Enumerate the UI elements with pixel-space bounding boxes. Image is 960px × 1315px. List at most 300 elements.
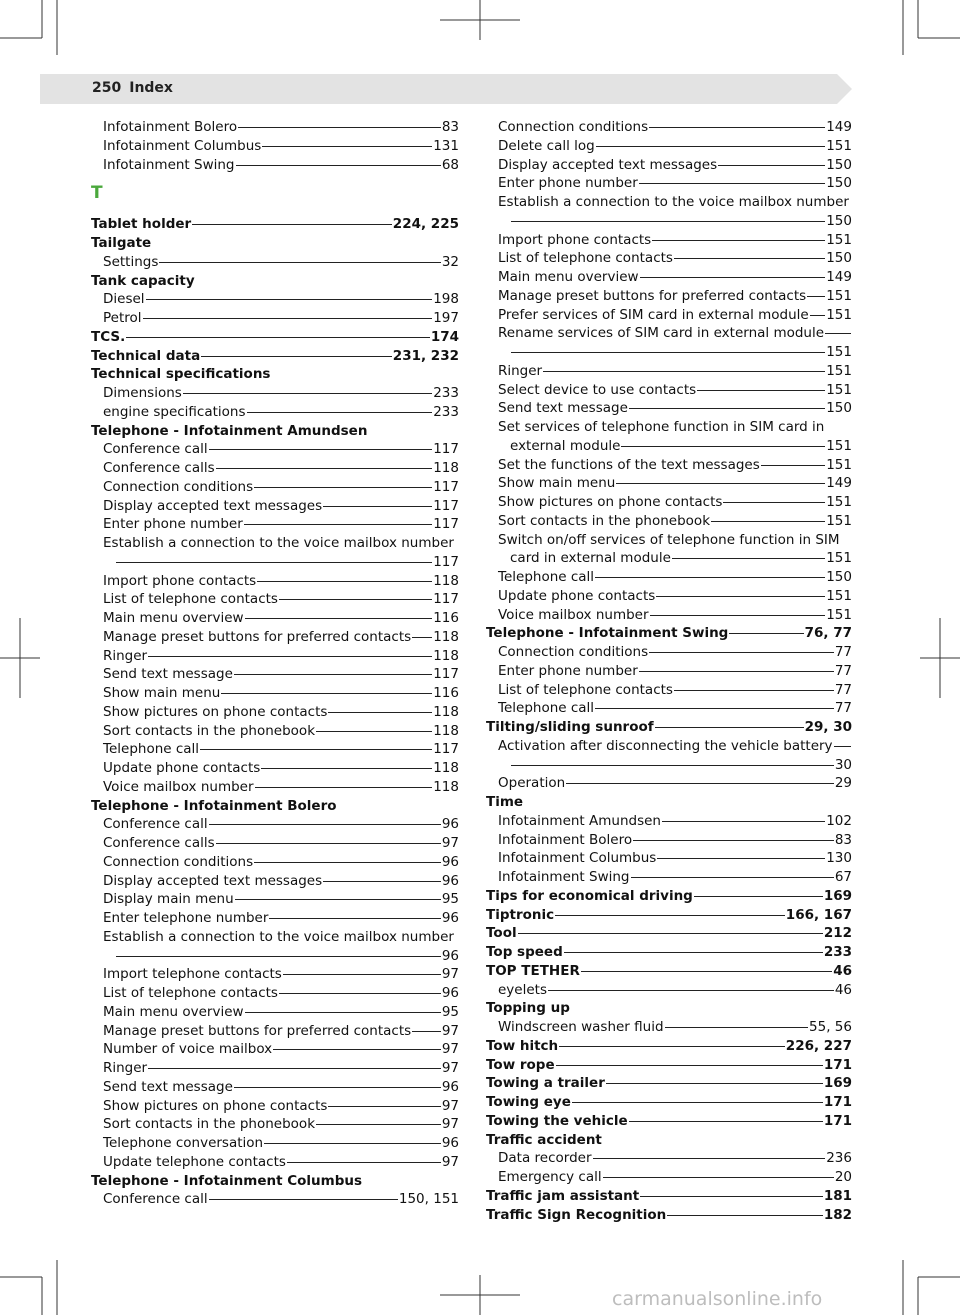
leader-line xyxy=(192,224,392,225)
leader-line xyxy=(631,877,834,878)
index-entry xyxy=(91,647,459,666)
index-entry xyxy=(91,1022,459,1041)
entry-label: Telephone call xyxy=(498,569,595,585)
entry-label: Rename services of SIM card in external module xyxy=(498,325,825,342)
entry-continuation xyxy=(103,553,459,572)
entry-pages: 174 xyxy=(430,328,459,345)
entry-label: Time xyxy=(486,794,524,810)
index-heading xyxy=(486,999,852,1018)
leader-line xyxy=(518,933,823,934)
entry-label: Main menu overview xyxy=(498,269,639,285)
index-entry xyxy=(91,497,459,516)
leader-line xyxy=(657,858,825,859)
index-heading xyxy=(91,797,459,816)
entry-pages: 181 xyxy=(823,1187,852,1204)
entry-label: engine specifications xyxy=(103,403,246,420)
index-heading xyxy=(486,1074,852,1093)
index-heading xyxy=(91,215,459,234)
entry-label: Display accepted text messages xyxy=(498,156,718,173)
entry-label: Infotainment Swing xyxy=(103,156,235,173)
leader-line xyxy=(581,971,832,972)
leader-line xyxy=(283,974,441,975)
entry-pages: 96 xyxy=(441,910,459,926)
leader-line xyxy=(649,652,834,653)
index-entry xyxy=(91,118,459,137)
entry-label: Windscreen washer fluid xyxy=(498,1019,664,1035)
index-entry xyxy=(91,534,459,572)
leader-line xyxy=(511,221,825,222)
leader-line xyxy=(694,896,823,897)
index-entry xyxy=(91,309,459,328)
entry-pages: 117 xyxy=(433,666,459,683)
entry-pages: 151 xyxy=(826,494,852,510)
leader-line xyxy=(247,412,433,413)
index-entry xyxy=(486,981,852,1000)
leader-line xyxy=(245,1012,441,1013)
entry-label-continued: card in external module xyxy=(510,550,671,567)
leader-line xyxy=(595,577,825,578)
entry-pages: 149 xyxy=(826,475,852,492)
entry-label: Tiptronic xyxy=(486,906,555,923)
entry-label: Infotainment Bolero xyxy=(498,831,633,848)
entry-label: Voice mailbox number xyxy=(498,606,649,623)
entry-label: Send text message xyxy=(498,400,628,417)
leader-line xyxy=(639,183,825,184)
leader-line xyxy=(235,899,441,900)
entry-label: Delete call log xyxy=(498,137,595,154)
entry-label: Sort contacts in the phonebook xyxy=(103,722,316,739)
entry-label: Set services of telephone function in SIM card in xyxy=(498,419,825,435)
index-entry xyxy=(486,287,852,306)
entry-label: Infotainment Columbus xyxy=(498,850,657,867)
entry-label: Main menu overview xyxy=(103,1003,244,1020)
entry-pages: 97 xyxy=(441,1041,459,1058)
entry-pages: 198 xyxy=(433,291,459,308)
leader-line xyxy=(511,352,825,353)
entry-pages: 97 xyxy=(441,1097,459,1114)
entry-label: Enter phone number xyxy=(498,175,638,192)
entry-label: Switch on/off services of telephone function in SIM xyxy=(498,531,840,548)
index-heading xyxy=(91,1172,459,1191)
entry-label: Telephone call xyxy=(103,741,200,758)
watermark: carmanualsonline.info xyxy=(612,1288,823,1310)
leader-line xyxy=(221,693,432,694)
index-column-right xyxy=(486,118,852,1224)
index-entry xyxy=(486,681,852,700)
entry-label: Telephone - Infotainment Columbus xyxy=(91,1172,363,1189)
entry-label: Infotainment Columbus xyxy=(103,137,262,154)
entry-pages: 97 xyxy=(441,1060,459,1076)
index-entry xyxy=(486,568,852,587)
entry-label: Activation after disconnecting the vehicle battery xyxy=(498,737,833,754)
entry-pages: 233 xyxy=(433,403,459,420)
entry-pages: 169 xyxy=(823,887,852,904)
entry-label: Conference calls xyxy=(103,835,215,851)
leader-line xyxy=(761,465,825,466)
index-entry xyxy=(91,440,459,459)
entry-label: Establish a connection to the voice mailbox number xyxy=(103,928,454,945)
leader-line xyxy=(143,318,433,319)
entry-pages: 97 xyxy=(441,1116,459,1133)
entry-pages: 76, 77 xyxy=(804,625,852,642)
entry-continuation xyxy=(498,343,852,362)
index-heading xyxy=(91,347,459,366)
index-entry xyxy=(91,740,459,759)
entry-pages: 212 xyxy=(823,925,852,942)
entry-label: Select device to use contacts xyxy=(498,381,697,398)
entry-label: Display accepted text messages xyxy=(103,497,323,514)
entry-label: Show pictures on phone contacts xyxy=(498,494,723,510)
leader-line xyxy=(148,1068,441,1069)
index-heading xyxy=(486,1037,852,1056)
entry-pages: 116 xyxy=(433,685,459,701)
entry-pages: 197 xyxy=(433,310,459,326)
leader-line xyxy=(328,712,432,713)
index-entry xyxy=(486,231,852,250)
entry-pages: 151 xyxy=(826,381,852,398)
index-entry xyxy=(91,1190,459,1209)
index-entry xyxy=(486,249,852,268)
leader-line xyxy=(279,993,441,994)
entry-pages: 96 xyxy=(441,872,459,889)
leader-line xyxy=(640,1196,823,1197)
entry-pages: 95 xyxy=(441,1003,459,1020)
entry-first-line xyxy=(498,193,852,212)
entry-label: Display main menu xyxy=(103,891,234,908)
leader-line xyxy=(159,262,440,263)
right-entries xyxy=(486,118,852,1224)
index-entry xyxy=(486,137,852,156)
entry-pages: 102 xyxy=(826,812,852,829)
entry-label: Diesel xyxy=(103,291,145,308)
entry-pages: 83 xyxy=(834,831,852,848)
index-entry xyxy=(486,774,852,793)
entry-pages: 117 xyxy=(433,591,459,608)
leader-line xyxy=(566,783,834,784)
index-entry xyxy=(91,1078,459,1097)
entry-pages: 151 xyxy=(826,344,852,360)
index-heading xyxy=(486,1112,852,1131)
entry-label: Infotainment Amundsen xyxy=(498,812,661,829)
entry-pages: 131 xyxy=(433,137,459,154)
index-entry xyxy=(91,1097,459,1116)
entry-pages: 77 xyxy=(834,644,852,660)
entry-label: Tilting/sliding sunroof xyxy=(486,719,654,735)
entry-pages: 96 xyxy=(441,1078,459,1095)
entry-pages: 118 xyxy=(433,778,459,795)
leader-line xyxy=(807,296,825,297)
leader-line xyxy=(629,1121,823,1122)
entry-label: Tailgate xyxy=(91,235,152,251)
header-page-number: 250 xyxy=(92,80,122,96)
index-entry xyxy=(486,643,852,662)
index-entry xyxy=(486,699,852,718)
leader-line xyxy=(245,618,433,619)
entry-pages: 77 xyxy=(834,662,852,679)
entry-label-continued: external module xyxy=(510,437,621,454)
index-entry xyxy=(486,831,852,850)
entry-pages: 233 xyxy=(823,944,852,960)
leader-line xyxy=(662,821,825,822)
leader-line xyxy=(146,299,433,300)
entry-pages: 95 xyxy=(441,891,459,908)
entry-pages: 130 xyxy=(826,850,852,867)
index-entry xyxy=(91,478,459,497)
entry-pages: 171 xyxy=(823,1112,852,1129)
index-entry xyxy=(486,531,852,569)
index-entry xyxy=(91,1040,459,1059)
leader-line xyxy=(825,333,851,334)
leader-line xyxy=(633,840,834,841)
entry-pages: 96 xyxy=(441,985,459,1001)
leader-line xyxy=(209,824,441,825)
entry-label: Telephone - Infotainment Amundsen xyxy=(91,422,368,439)
index-heading xyxy=(91,272,459,291)
entry-pages: 97 xyxy=(441,1153,459,1170)
index-entry xyxy=(91,890,459,909)
entry-pages: 224, 225 xyxy=(392,216,459,233)
entry-pages: 151 xyxy=(826,287,852,304)
leader-line xyxy=(667,1215,823,1216)
entry-pages: 166, 167 xyxy=(785,906,852,923)
entry-label: Petrol xyxy=(103,310,142,326)
index-entry xyxy=(91,515,459,534)
entry-label: Enter telephone number xyxy=(103,910,269,926)
entry-pages: 68 xyxy=(441,156,459,173)
index-entry xyxy=(91,1003,459,1022)
entry-label: Infotainment Bolero xyxy=(103,119,238,135)
header-section: Index xyxy=(129,80,173,96)
index-entry xyxy=(91,909,459,928)
entry-label: Towing eye xyxy=(486,1094,571,1110)
entry-label: Top speed xyxy=(486,944,563,960)
entry-label: Update phone contacts xyxy=(103,760,261,776)
leader-line xyxy=(674,690,834,691)
leader-line xyxy=(328,1106,440,1107)
index-entry xyxy=(91,703,459,722)
header-title xyxy=(92,80,173,96)
leader-line xyxy=(834,746,851,747)
index-heading xyxy=(91,422,459,441)
entry-label: Operation xyxy=(498,775,566,792)
entry-label: Connection conditions xyxy=(103,853,254,870)
entry-label: Tool xyxy=(486,925,517,942)
entry-label: Number of voice mailbox xyxy=(103,1041,273,1058)
leader-line xyxy=(323,881,441,882)
leader-line xyxy=(593,1158,826,1159)
entry-label: Technical data xyxy=(91,347,201,364)
leader-line xyxy=(652,240,825,241)
entry-label: Tips for economical driving xyxy=(486,887,693,904)
entry-pages: 118 xyxy=(433,760,459,776)
leader-line xyxy=(564,952,823,953)
entry-pages: 96 xyxy=(441,1135,459,1151)
index-entry xyxy=(91,853,459,872)
entry-label: Tank capacity xyxy=(91,272,195,289)
entry-label: Telephone - Infotainment Bolero xyxy=(91,797,337,814)
entry-label: Conference calls xyxy=(103,460,215,476)
entry-label: Tablet holder xyxy=(91,216,192,233)
index-column-left xyxy=(91,118,459,1209)
index-entry xyxy=(91,965,459,984)
index-heading xyxy=(486,1187,852,1206)
entry-label: eyelets xyxy=(498,981,547,998)
index-heading xyxy=(486,1093,852,1112)
index-entry xyxy=(486,493,852,512)
entry-pages: 226, 227 xyxy=(785,1037,852,1054)
entry-pages: 151 xyxy=(826,550,852,567)
section-letter: T xyxy=(91,183,103,204)
index-heading xyxy=(91,328,459,347)
entry-pages: 150 xyxy=(826,569,852,585)
entry-label: Send text message xyxy=(103,1078,233,1095)
entry-label: Send text message xyxy=(103,666,233,683)
leader-line xyxy=(255,787,433,788)
index-entry xyxy=(91,1115,459,1134)
entry-pages: 55, 56 xyxy=(809,1019,852,1035)
entry-label: Settings xyxy=(103,253,159,270)
leader-line xyxy=(412,637,432,638)
leader-line xyxy=(257,581,432,582)
entry-label: Establish a connection to the voice mailbox number xyxy=(498,194,849,210)
index-entry xyxy=(91,665,459,684)
index-heading xyxy=(486,906,852,925)
entry-label: Voice mailbox number xyxy=(103,778,254,795)
entry-pages: 231, 232 xyxy=(392,347,459,364)
index-entry xyxy=(486,512,852,531)
index-entry xyxy=(486,812,852,831)
entry-pages: 117 xyxy=(433,441,459,458)
entry-label: List of telephone contacts xyxy=(498,250,673,267)
entry-label: Data recorder xyxy=(498,1150,592,1167)
index-heading xyxy=(486,962,852,981)
index-entry xyxy=(486,399,852,418)
leader-line xyxy=(672,558,825,559)
index-entry xyxy=(486,849,852,868)
entry-label: Enter phone number xyxy=(103,516,243,533)
index-entry xyxy=(486,606,852,625)
entry-label: Traffic jam assistant xyxy=(486,1187,640,1204)
entry-label: Ringer xyxy=(103,647,148,664)
leader-line xyxy=(511,765,834,766)
entry-pages: 118 xyxy=(433,703,459,720)
leader-line xyxy=(316,1124,441,1125)
entry-label: Sort contacts in the phonebook xyxy=(103,1116,316,1133)
index-heading xyxy=(486,793,852,812)
entry-pages: 117 xyxy=(433,478,459,495)
entry-pages: 151 xyxy=(826,137,852,154)
leader-line xyxy=(254,862,441,863)
entry-continuation xyxy=(498,212,852,231)
index-entry xyxy=(91,815,459,834)
entry-pages: 29, 30 xyxy=(804,719,852,735)
leader-line xyxy=(548,990,834,991)
entry-pages: 118 xyxy=(433,628,459,645)
entry-label: Prefer services of SIM card in external module xyxy=(498,306,809,323)
entry-label: Show main menu xyxy=(498,475,616,492)
leader-line xyxy=(655,727,804,728)
entry-pages: 46 xyxy=(833,962,852,979)
index-entry xyxy=(486,587,852,606)
entry-pages: 117 xyxy=(433,516,459,533)
entry-pages: 30 xyxy=(834,756,852,773)
leader-line xyxy=(201,356,392,357)
index-entry xyxy=(91,684,459,703)
index-entry xyxy=(486,174,852,193)
leader-line xyxy=(287,1162,441,1163)
index-entry xyxy=(91,759,459,778)
leader-line xyxy=(234,674,432,675)
entry-pages: 150 xyxy=(826,156,852,173)
leader-line xyxy=(555,915,785,916)
leader-line xyxy=(649,127,825,128)
leader-line xyxy=(606,1083,823,1084)
entry-pages: 150 xyxy=(826,400,852,417)
entry-label: Manage preset buttons for preferred contacts xyxy=(103,1022,412,1039)
entry-pages: 118 xyxy=(433,572,459,589)
entry-pages: 117 xyxy=(433,497,459,514)
index-entry xyxy=(91,137,459,156)
entry-label: Display accepted text messages xyxy=(103,872,323,889)
left-main-entries xyxy=(91,215,459,1209)
index-entry xyxy=(486,868,852,887)
leader-line xyxy=(279,599,432,600)
entry-label: Manage preset buttons for preferred contacts xyxy=(103,628,412,645)
entry-pages: 117 xyxy=(433,741,459,758)
index-entry xyxy=(486,306,852,325)
entry-pages: 151 xyxy=(826,606,852,623)
leader-line xyxy=(556,1065,823,1066)
entry-label: Establish a connection to the voice mailbox number xyxy=(103,535,454,551)
leader-line xyxy=(674,258,825,259)
index-heading xyxy=(486,1206,852,1225)
entry-continuation xyxy=(498,549,852,568)
leader-line xyxy=(116,956,441,957)
leader-line xyxy=(216,468,433,469)
index-entry xyxy=(486,156,852,175)
leader-line xyxy=(273,1049,441,1050)
leader-line xyxy=(616,483,825,484)
entry-pages: 118 xyxy=(433,460,459,476)
entry-pages: 97 xyxy=(441,835,459,851)
leader-line xyxy=(261,768,432,769)
leader-line xyxy=(412,1031,441,1032)
index-entry xyxy=(486,1168,852,1187)
leader-line xyxy=(629,408,825,409)
entry-label: TCS. xyxy=(91,328,126,345)
index-entry xyxy=(91,1059,459,1078)
index-entry xyxy=(91,928,459,966)
leader-line xyxy=(697,390,825,391)
leader-line xyxy=(216,843,441,844)
entry-continuation xyxy=(498,437,852,456)
leader-line xyxy=(269,918,440,919)
leader-line xyxy=(595,708,834,709)
index-entry xyxy=(486,737,852,775)
entry-label: Infotainment Swing xyxy=(498,869,630,885)
entry-pages: 116 xyxy=(433,610,459,626)
leader-line xyxy=(116,562,432,563)
entry-label: Show pictures on phone contacts xyxy=(103,703,328,720)
leader-line xyxy=(236,165,441,166)
entry-pages: 96 xyxy=(441,816,459,833)
leader-line xyxy=(126,337,430,338)
entry-label: Conference call xyxy=(103,816,208,833)
entry-pages: 151 xyxy=(826,306,852,323)
entry-pages: 96 xyxy=(441,853,459,870)
entry-first-line xyxy=(103,534,459,553)
entry-label: Import phone contacts xyxy=(103,572,257,589)
